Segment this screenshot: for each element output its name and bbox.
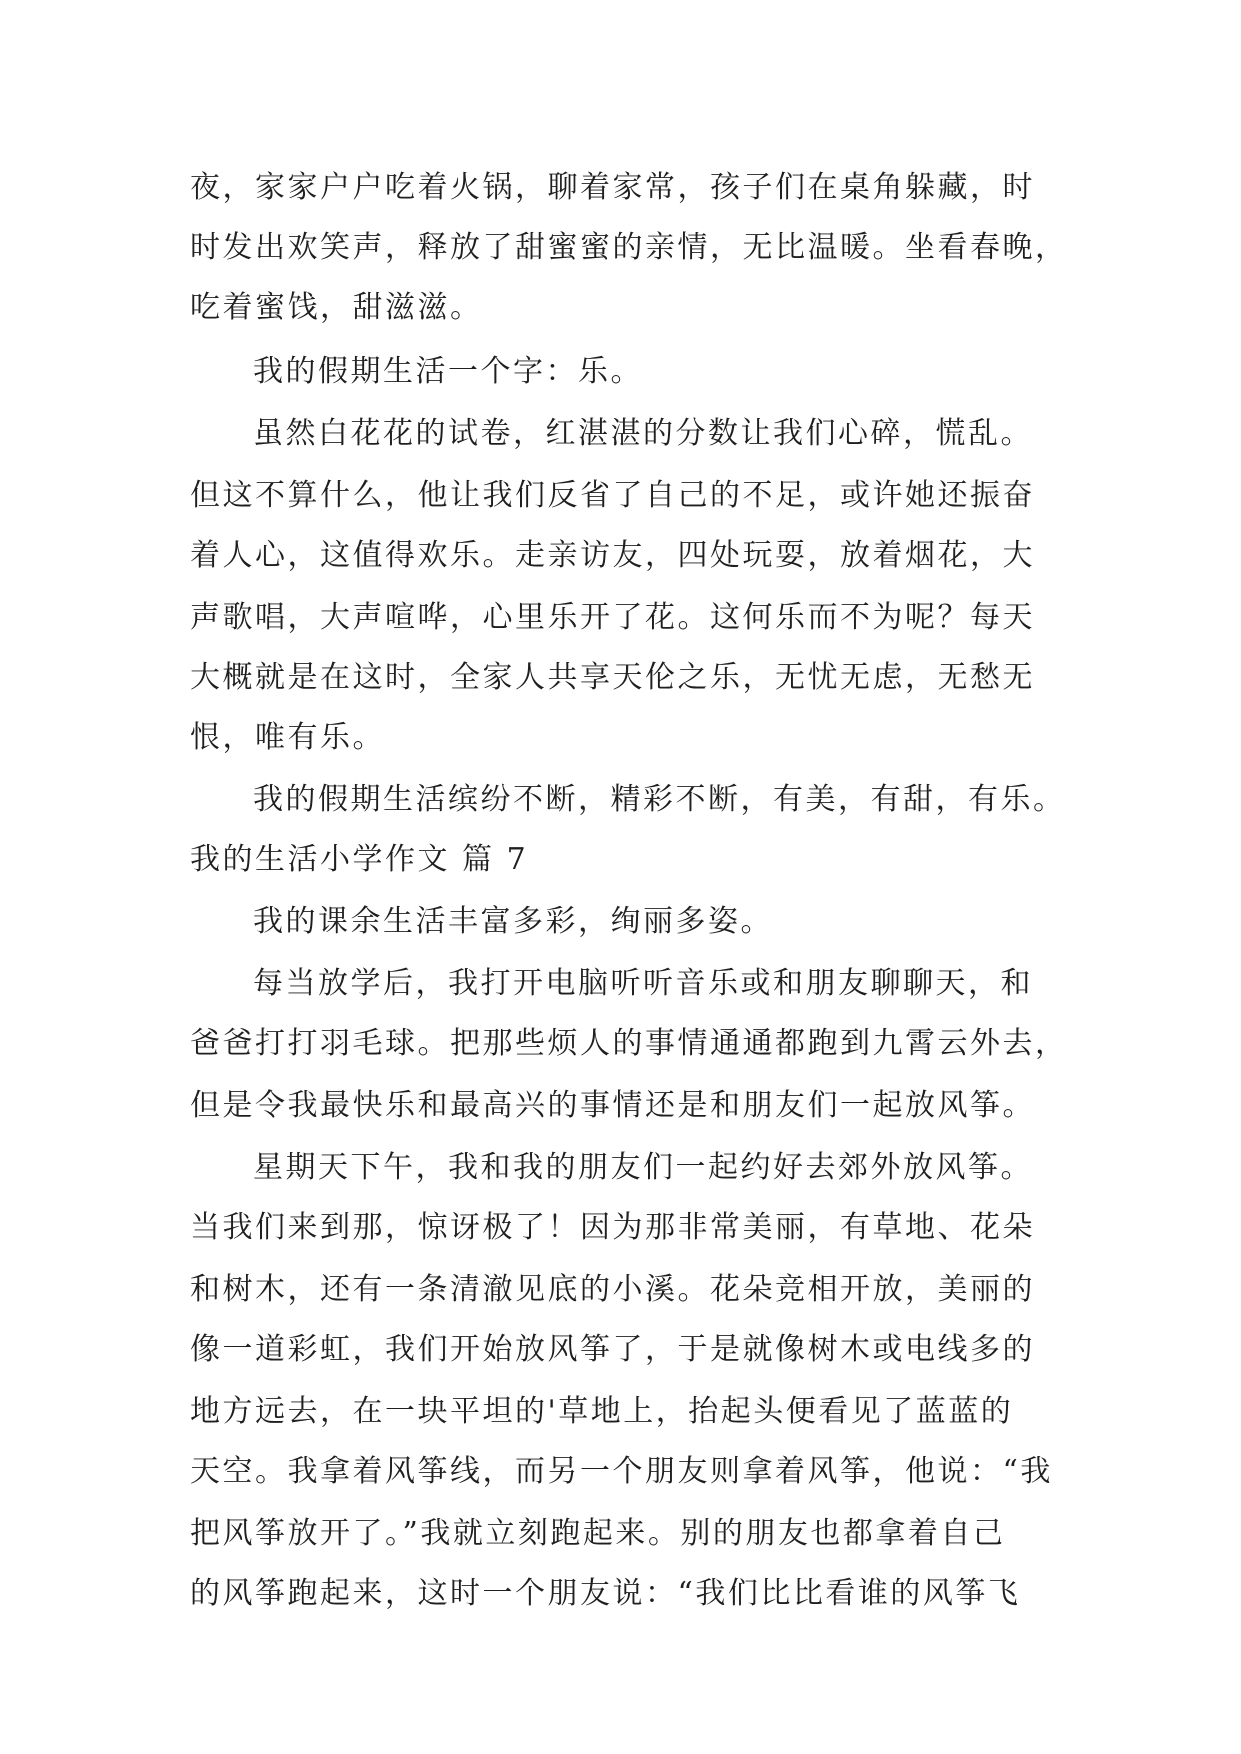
section-heading: 我的生活小学作文 篇 7 bbox=[190, 842, 529, 877]
paragraph-first-line: 每当放学后，我打开电脑听听音乐或和朋友聊聊天，和 bbox=[253, 966, 1033, 1001]
text-line: 地方远去，在一块平坦的'草地上，抬起头便看见了蓝蓝的 bbox=[190, 1394, 1014, 1429]
text-line: 吃着蜜饯，甜滋滋。 bbox=[190, 290, 483, 325]
text-line: 天空。我拿着风筝线，而另一个朋友则拿着风筝，他说：“我 bbox=[190, 1454, 1053, 1489]
text-line: 夜，家家户户吃着火锅，聊着家常，孩子们在桌角躲藏，时 bbox=[190, 170, 1035, 205]
text-line: 但是令我最快乐和最高兴的事情还是和朋友们一起放风筝。 bbox=[190, 1088, 1035, 1123]
paragraph-first-line: 虽然白花花的试卷，红湛湛的分数让我们心碎，慌乱。 bbox=[253, 416, 1033, 451]
paragraph-first-line: 星期天下午，我和我的朋友们一起约好去郊外放风筝。 bbox=[253, 1150, 1033, 1185]
paragraph-first-line: 我的课余生活丰富多彩，绚丽多姿。 bbox=[253, 904, 773, 939]
text-line: 但这不算什么，他让我们反省了自己的不足，或许她还振奋 bbox=[190, 478, 1035, 513]
text-line: 大概就是在这时，全家人共享天伦之乐，无忧无虑，无愁无 bbox=[190, 660, 1035, 695]
text-line: 像一道彩虹，我们开始放风筝了，于是就像树木或电线多的 bbox=[190, 1332, 1035, 1367]
text-line: 的风筝跑起来，这时一个朋友说：“我们比比看谁的风筝飞 bbox=[190, 1576, 1021, 1611]
text-line: 当我们来到那，惊讶极了！因为那非常美丽，有草地、花朵 bbox=[190, 1210, 1035, 1245]
text-line: 爸爸打打羽毛球。把那些烦人的事情通通都跑到九霄云外去， bbox=[190, 1026, 1068, 1061]
text-line: 着人心，这值得欢乐。走亲访友，四处玩耍，放着烟花，大 bbox=[190, 538, 1035, 573]
text-line: 恨，唯有乐。 bbox=[190, 720, 385, 755]
text-line: 把风筝放开了。”我就立刻跑起来。别的朋友也都拿着自己 bbox=[190, 1516, 1006, 1551]
paragraph-first-line: 我的假期生活一个字：乐。 bbox=[253, 354, 643, 389]
text-line: 和树木，还有一条清澈见底的小溪。花朵竞相开放，美丽的 bbox=[190, 1272, 1035, 1307]
paragraph-first-line: 我的假期生活缤纷不断，精彩不断，有美，有甜，有乐。 bbox=[253, 782, 1066, 817]
text-line: 时发出欢笑声，释放了甜蜜蜜的亲情，无比温暖。坐看春晚， bbox=[190, 230, 1068, 265]
text-line: 声歌唱，大声喧哗，心里乐开了花。这何乐而不为呢？每天 bbox=[190, 600, 1035, 635]
